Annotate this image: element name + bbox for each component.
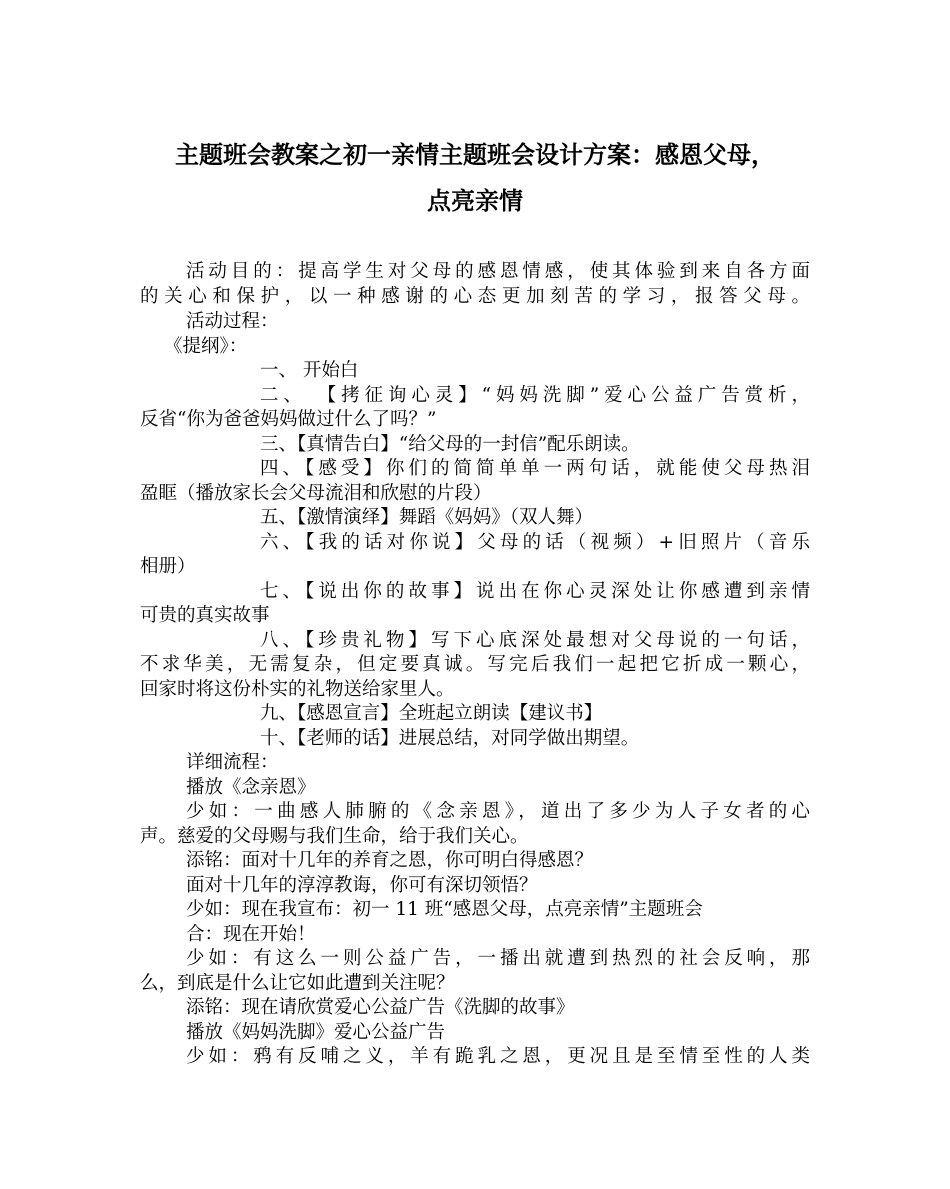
outline-item-9: 九、【感恩宣言】全班起立朗读【建议书】 [260, 703, 603, 724]
outline-item-8-line-1: 八、【珍贵礼物】写下心底深处最想对父母说的一句话， [260, 630, 810, 651]
detail-line: 播放《妈妈洗脚》爱心公益广告 [186, 1022, 446, 1043]
document-title-line-1: 主题班会教案之初一亲情主题班会设计方案：感恩父母， [175, 141, 775, 169]
outline-item-6-line-1: 六、【我的话对你说】父母的话（视频）+旧照片（音乐 [260, 532, 810, 553]
detail-line: 合：现在开始！ [186, 924, 316, 945]
outline-item-3: 三、【真情告白】“给父母的一封信”配乐朗读。 [260, 434, 640, 455]
outline-item-7-line-2: 可贵的真实故事 [140, 605, 270, 626]
detail-line: 少如：一曲感人肺腑的《念亲恩》，道出了多少为人子女者的心 [186, 801, 810, 822]
detail-line: 添铭：现在请欣赏爱心公益广告《洗脚的故事》 [186, 997, 575, 1018]
detail-line: 少如：鸦有反哺之义，羊有跪乳之恩，更况且是至情至性的人类 [186, 1046, 810, 1067]
outline-item-8-line-3: 回家时将这份朴实的礼物送给家里人。 [140, 679, 455, 700]
outline-item-5: 五、【激情演绎】舞蹈《妈妈》（双人舞） [260, 507, 594, 528]
outline-heading: 《提纲》： [164, 336, 248, 357]
outline-item-1: 一、 开始白 [260, 360, 359, 381]
detail-line: 少如：有这么一则公益广告，一播出就遭到热烈的社会反响，那 [186, 948, 810, 969]
detail-line: 面对十几年的淳淳教诲，你可有深切领悟？ [186, 875, 538, 896]
outline-item-10: 十、【老师的话】进展总结，对同学做出期望。 [260, 728, 640, 749]
detail-heading: 详细流程： [186, 752, 279, 773]
detail-line: 添铭：面对十几年的养育之恩，你可明白得感恩？ [186, 850, 594, 871]
purpose-line-2: 的关心和保护，以一种感谢的心态更加刻苦的学习，报答父母。 [140, 286, 810, 307]
outline-item-7-line-1: 七、【说出你的故事】说出在你心灵深处让你感遭到亲情 [260, 581, 810, 602]
outline-item-2-line-2: 反省“你为爸爸妈妈做过什么了吗？” [140, 409, 437, 430]
detail-line: 少如：现在我宣布：初一 11 班“感恩父母，点亮亲情”主题班会 [186, 899, 703, 920]
detail-line: 播放《念亲恩》 [186, 777, 316, 798]
purpose-line-1: 活动目的：提高学生对父母的感恩情感，使其体验到来自各方面 [186, 261, 810, 282]
outline-item-4-line-2: 盈眶（播放家长会父母流泪和欣慰的片段） [140, 483, 492, 504]
outline-item-4-line-1: 四、【感受】你们的简简单单一两句话，就能使父母热泪 [260, 458, 810, 479]
document-title-line-2: 点亮亲情 [427, 187, 523, 215]
outline-item-2-line-1: 二、 【拷征询心灵】“妈妈洗脚”爱心公益广告赏析， [260, 385, 810, 406]
detail-line: 么，到底是什么让它如此遭到关注呢？ [140, 973, 455, 994]
detail-line: 声。慈爱的父母赐与我们生命，给于我们关心。 [140, 826, 529, 847]
outline-item-8-line-2: 不求华美，无需复杂，但定要真诚。写完后我们一起把它折成一颗心， [140, 654, 810, 675]
outline-item-6-line-2: 相册） [140, 556, 196, 577]
process-heading: 活动过程： [186, 311, 279, 332]
